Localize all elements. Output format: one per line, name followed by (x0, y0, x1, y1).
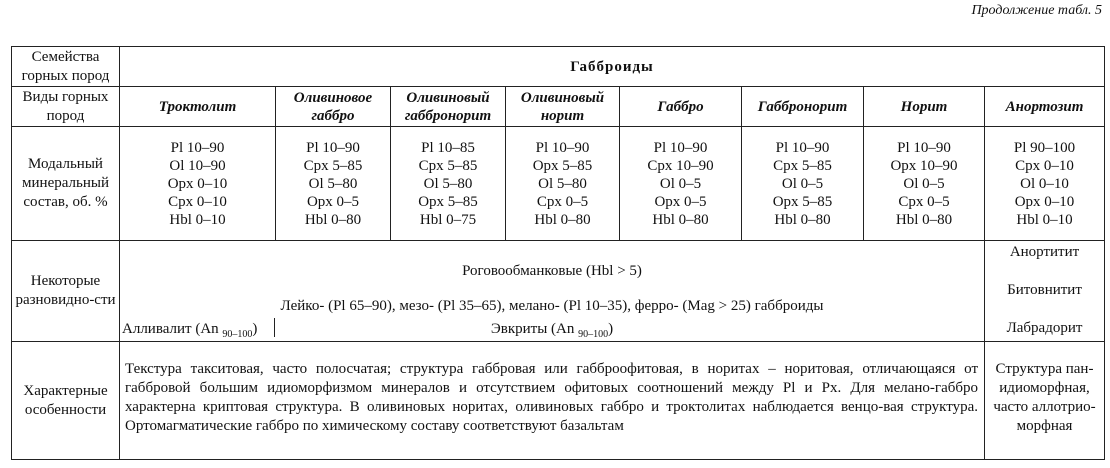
anorthosite-varieties-cell (985, 241, 1105, 342)
col-header-anorthosite: Анортозит (985, 87, 1105, 127)
species-row (12, 87, 1105, 127)
varieties-row (12, 241, 1105, 342)
row-label-modal: Модальный минеральный состав, об. % (12, 127, 120, 241)
col-header-olivine-gabbro: Оливиновое габбро (276, 87, 391, 127)
modal-composition-row (12, 127, 1105, 241)
anorthitite-label: Анортитит (1009, 244, 1080, 260)
group-title: Габброиды (120, 47, 1105, 87)
bytownitite-label: Битовнитит (1007, 282, 1082, 298)
col-header-gabbronorite: Габбронорит (742, 87, 864, 127)
col-header-troctolite: Троктолит (120, 87, 276, 127)
composition-cell: Pl 10–90 Cpx 5–85 Ol 5–80 Opx 0–5 Hbl 0–80 (276, 127, 391, 241)
composition-cell: Pl 10–90 Cpx 10–90 Ol 0–5 Opx 0–5 Hbl 0–80 (620, 127, 742, 241)
col-header-olivine-norite: Оливиновый норит (506, 87, 620, 127)
row-label-families: Семейства горных пород (12, 47, 120, 87)
leuco-meso-melano-variety: Лейко- (Pl 65–90), мезо- (Pl 35–65), мелано- (Pl 10–35), ферро- (Mag > 25) габброиды (280, 298, 824, 314)
anorthosite-features-text: Структура пан-идиоморфная, часто аллотрио-морфная (985, 342, 1105, 460)
col-header-norite: Норит (864, 87, 985, 127)
composition-cell: Pl 10–90 Opx 10–90 Ol 0–5 Cpx 0–5 Hbl 0–80 (864, 127, 985, 241)
varieties-cell (120, 241, 985, 342)
composition-cell: Pl 10–90 Ol 10–90 Opx 0–10 Cpx 0–10 Hbl 0–10 (120, 127, 276, 241)
composition-cell: Pl 10–90 Cpx 5–85 Ol 0–5 Opx 5–85 Hbl 0–80 (742, 127, 864, 241)
hornblende-variety: Роговообманковые (Hbl > 5) (462, 263, 642, 279)
features-row (12, 342, 1105, 460)
row-label-species: Виды горных пород (12, 87, 120, 127)
allivalite-variety: Алливалит (An $_{90-100}$) (122, 321, 258, 340)
composition-cell: Pl 90–100 Cpx 0–10 Ol 0–10 Opx 0–10 Hbl 0–10 (985, 127, 1105, 241)
composition-cell: Pl 10–90 Opx 5–85 Ol 5–80 Cpx 0–5 Hbl 0–80 (506, 127, 620, 241)
eucrite-variety: Эвкриты (An $_{90-100}$) (490, 321, 614, 340)
labradorite-label: Лабрадорит (1006, 320, 1083, 336)
table-caption: Продолжение табл. 5 (971, 3, 1102, 18)
col-header-gabbro: Габбро (620, 87, 742, 127)
features-text: Текстура такситовая, часто полосчатая; структура габбровая или габброофитовая, в норитах – норитовая, отличающаяся от габбровой большим идиоморфизмом минералов и отсутствием офитовых соотношений между Pl и Px. Для мелано-габбро характерна криптовая структура. В оливиновых норитах, оливиновых габбро и троктолитах наблюдается венцо-вая структура. Ортомагматические габбро по химическому составу соответствуют базальтам (120, 342, 985, 460)
row-label-varieties: Некоторые разновидно-сти (12, 241, 120, 342)
col-header-olivine-gabbronorite: Оливиновый габбронорит (391, 87, 506, 127)
composition-cell: Pl 10–85 Cpx 5–85 Ol 5–80 Opx 5–85 Hbl 0–75 (391, 127, 506, 241)
gabbroid-table (11, 46, 1105, 460)
family-row (12, 47, 1105, 87)
row-label-features: Характерные особенности (12, 342, 120, 460)
